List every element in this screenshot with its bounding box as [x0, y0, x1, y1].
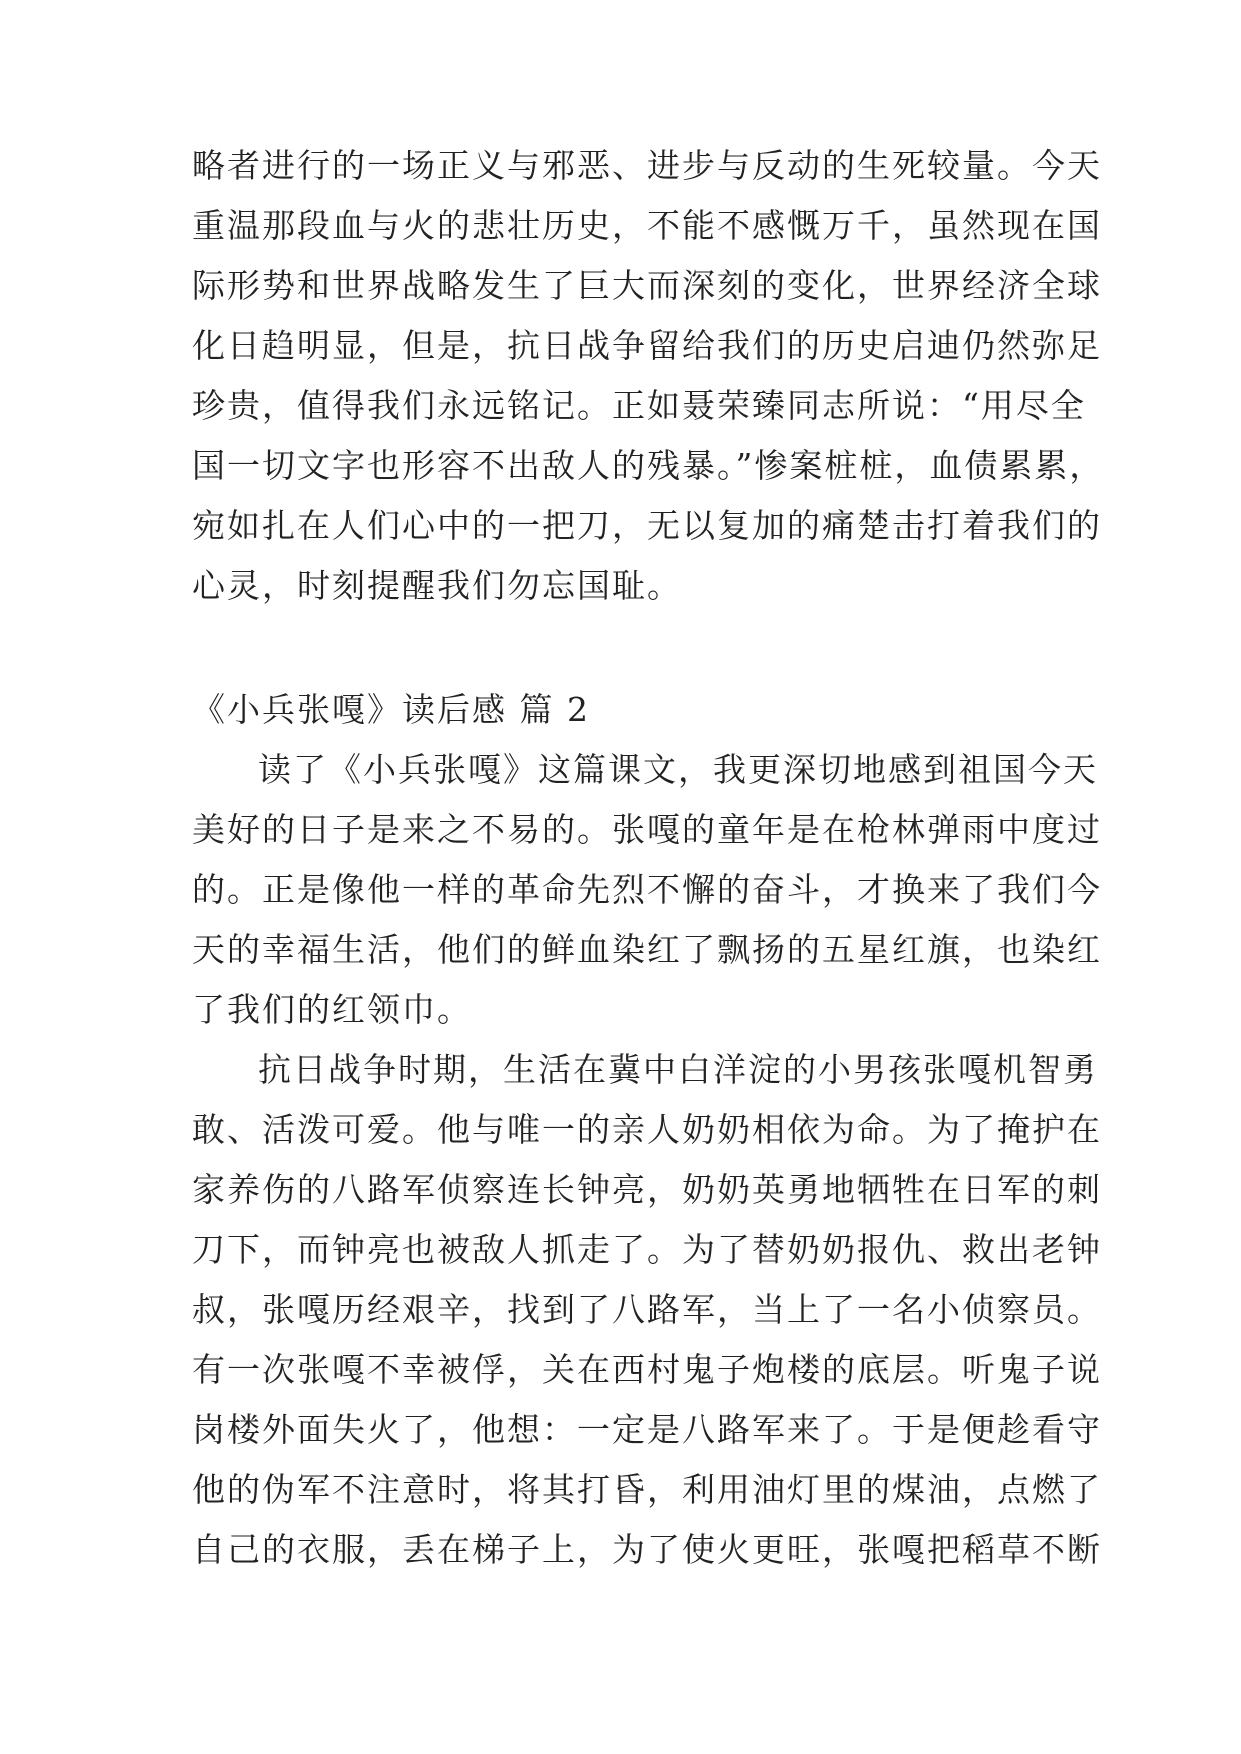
text-line: 自己的衣服，丢在梯子上，为了使火更旺，张嘎把稻草不断 — [192, 1530, 1102, 1569]
text-line: 敢、活泼可爱。他与唯一的亲人奶奶相依为命。为了掩护在 — [192, 1110, 1102, 1149]
text-line: 抗日战争时期，生活在冀中白洋淀的小男孩张嘎机智勇 — [258, 1050, 1098, 1089]
text-line: 刀下，而钟亮也被敌人抓走了。为了替奶奶报仇、救出老钟 — [192, 1230, 1102, 1269]
text-line: 叔，张嘎历经艰辛，找到了八路军，当上了一名小侦察员。 — [192, 1290, 1102, 1329]
text-line: 化日趋明显，但是，抗日战争留给我们的历史启迪仍然弥足 — [192, 326, 1102, 365]
text-line: 他的伪军不注意时，将其打昏，利用油灯里的煤油，点燃了 — [192, 1470, 1102, 1509]
text-line: 重温那段血与火的悲壮历史，不能不感慨万千，虽然现在国 — [192, 206, 1102, 245]
text-line: 美好的日子是来之不易的。张嘎的童年是在枪林弹雨中度过 — [192, 810, 1102, 849]
text-line: 国一切文字也形容不出敌人的残暴。”惨案桩桩，血债累累， — [192, 446, 1105, 485]
text-line: 际形势和世界战略发生了巨大而深刻的变化，世界经济全球 — [192, 266, 1102, 305]
text-line: 的。正是像他一样的革命先烈不懈的奋斗，才换来了我们今 — [192, 870, 1102, 909]
text-line: 家养伤的八路军侦察连长钟亮，奶奶英勇地牺牲在日军的刺 — [192, 1170, 1102, 1209]
text-line: 岗楼外面失火了，他想：一定是八路军来了。于是便趁看守 — [192, 1410, 1102, 1449]
section-heading: 《小兵张嘎》读后感 篇 2 — [192, 690, 590, 729]
text-line: 天的幸福生活，他们的鲜血染红了飘扬的五星红旗，也染红 — [192, 930, 1102, 969]
text-line: 珍贵，值得我们永远铭记。正如聂荣臻同志所说：“用尽全 — [192, 386, 1086, 425]
text-line: 读了《小兵张嘎》这篇课文，我更深切地感到祖国今天 — [258, 750, 1098, 789]
text-line: 宛如扎在人们心中的一把刀，无以复加的痛楚击打着我们的 — [192, 506, 1102, 545]
text-line: 心灵，时刻提醒我们勿忘国耻。 — [192, 566, 682, 605]
text-line: 有一次张嘎不幸被俘，关在西村鬼子炮楼的底层。听鬼子说 — [192, 1350, 1102, 1389]
text-line: 了我们的红领巾。 — [192, 990, 472, 1029]
text-line: 略者进行的一场正义与邪恶、进步与反动的生死较量。今天 — [192, 146, 1102, 185]
